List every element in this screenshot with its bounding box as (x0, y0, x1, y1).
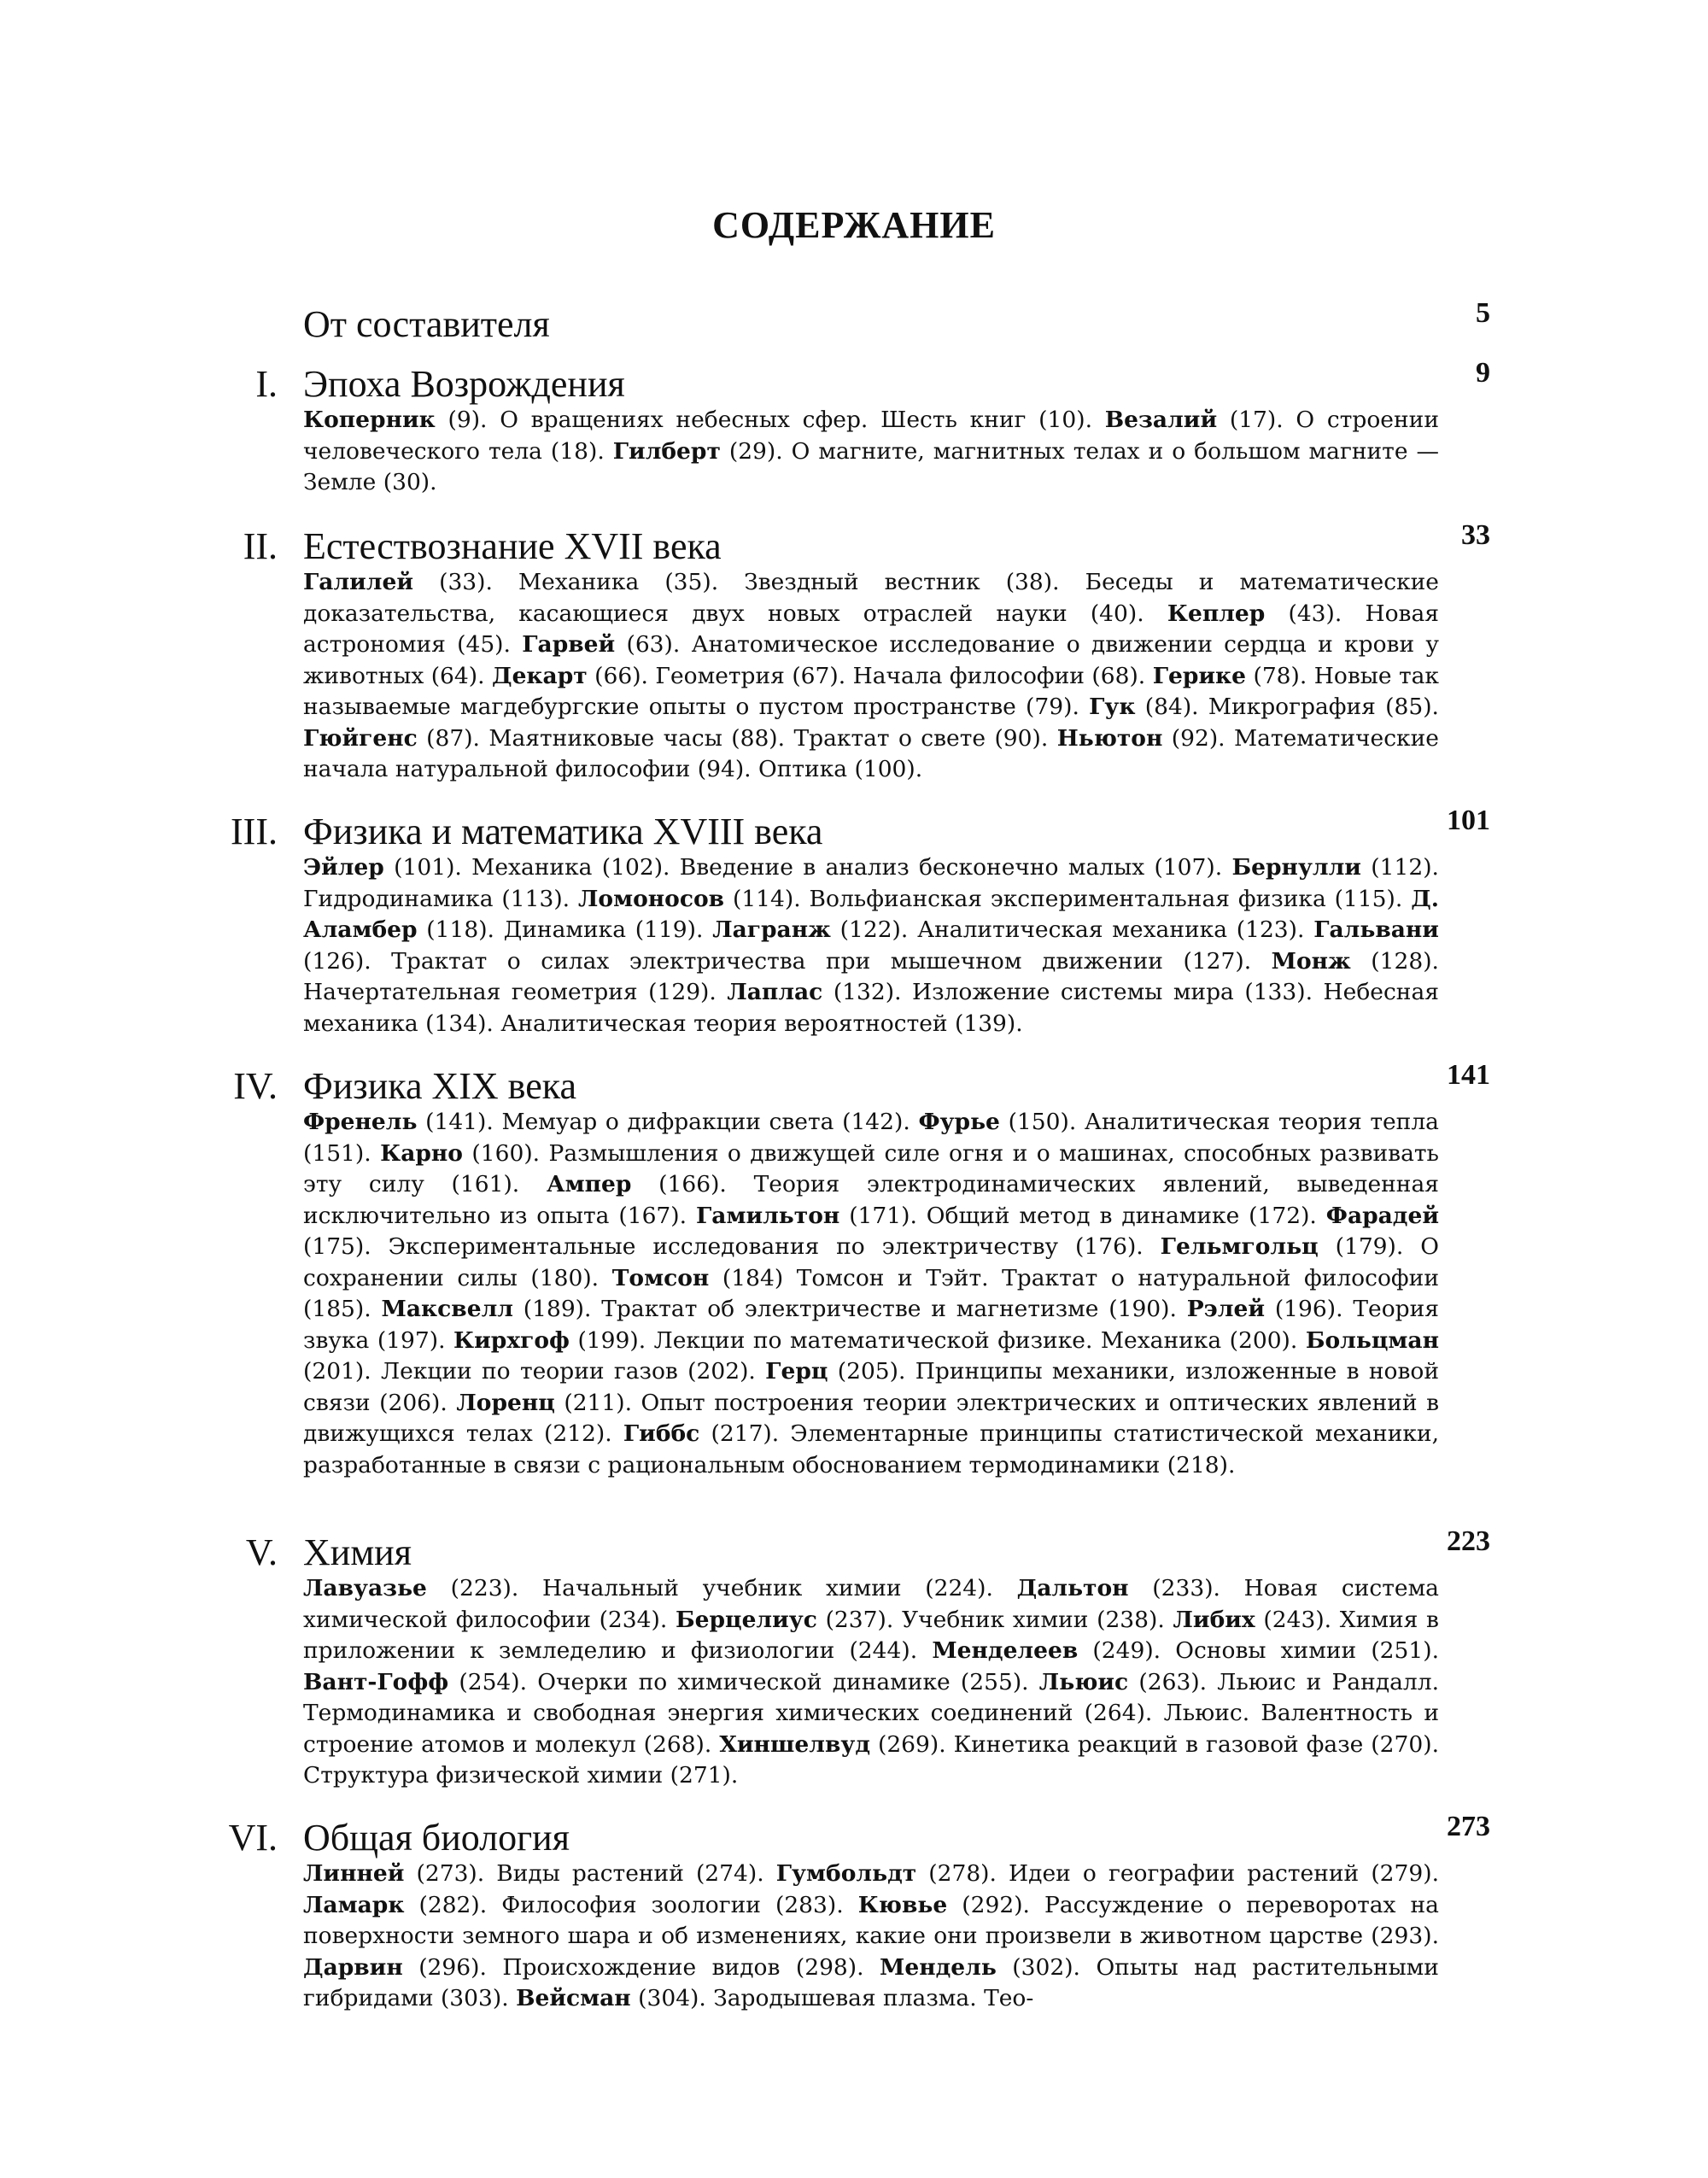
author-name: Герц (765, 1358, 828, 1385)
entry-text: (273). Виды растений (274). (416, 1860, 764, 1887)
author-name: Монж (1271, 947, 1351, 975)
author-name: Лагранж (712, 916, 831, 943)
chapter-numeral: V. (245, 1531, 278, 1573)
author-name: Лоренц (456, 1389, 555, 1416)
entry-text: (175). Экспериментальные исследования по электричеству (176). (303, 1233, 1144, 1260)
entry-text: (17). О строении человеческого тела (18). (303, 407, 1439, 465)
author-name: Хиншелвуд (719, 1730, 870, 1758)
entry-text: (114). Вольфианская экспериментальная физика (115). (732, 885, 1403, 912)
preface-title: От составителя (303, 303, 550, 345)
author-name: Ампер (547, 1171, 632, 1197)
author-name: Френель (303, 1109, 418, 1135)
toc-chapter-1 (0, 357, 1708, 412)
author-name: Кирхгоф (453, 1326, 570, 1354)
chapter-page: 101 (1447, 805, 1490, 836)
chapter-page: 9 (1476, 357, 1490, 389)
toc-chapter-5 (0, 1525, 1708, 1580)
chapter-page: 223 (1447, 1525, 1490, 1557)
author-name: Фарадей (1325, 1202, 1439, 1229)
entry-text: (243). Химия в приложении к земледелию и физиологии (244). (303, 1606, 1439, 1664)
entry-text: (263). Льюис и Рандалл. Термодинамика и свободная энергия химических соединений (264). Льюис. Валентность и строение атомов и молекул (268). (303, 1668, 1439, 1758)
author-name: Галилей (303, 569, 414, 595)
author-name: Гамильтон (695, 1202, 840, 1229)
author-name: Гарвей (522, 631, 616, 658)
chapter-numeral: III. (231, 811, 278, 852)
entry-text: (282). Философия зоологии (283). (418, 1891, 844, 1918)
author-name: Гальвани (1313, 916, 1439, 943)
entry-text: (304). Зародышевая плазма. Тео- (638, 1985, 1034, 2011)
entry-text: (201). Лекции по теории газов (202). (303, 1358, 756, 1385)
entry-text: (166). Теория электродинамических явлений, выведенная исключительно из опыта (167). (303, 1171, 1439, 1229)
chapter-title: Физика XIX века (303, 1065, 576, 1107)
chapter-title: Физика и математика XVIII века (303, 811, 823, 852)
chapter-entries (303, 1573, 1439, 1792)
author-name: Ломоносов (577, 885, 725, 912)
entry-text: (87). Маятниковые часы (88). Трактат о свете (90). (426, 724, 1049, 752)
author-name: Мендель (880, 1953, 997, 1981)
author-name: Томсон (611, 1264, 710, 1291)
entry-text: (233). Новая система химической философии (234). (303, 1575, 1439, 1633)
chapter-numeral: I. (255, 363, 278, 405)
entry-text: (78). Новые так называемые магдебургские опыты о пустом пространстве (79). (303, 662, 1439, 720)
chapter-page: 33 (1461, 519, 1490, 551)
author-name: Лавуазье (303, 1575, 427, 1601)
chapter-entries (303, 567, 1439, 786)
author-name: Вейсман (516, 1985, 631, 2011)
author-name: Берцелиус (675, 1606, 817, 1633)
entry-text: (160). Размышления о движущей силе огня и о машинах, способных развивать эту силу (161). (303, 1139, 1439, 1197)
toc-chapter-6 (0, 1811, 1708, 1865)
toc-chapter-2 (0, 519, 1708, 574)
author-name: Линней (303, 1860, 405, 1887)
chapter-page: 273 (1447, 1811, 1490, 1842)
entry-text: (269). Кинетика реакций в газовой фазе (270). Структура физической химии (271). (303, 1730, 1439, 1789)
entry-text: (29). О магните, магнитных телах и о большом магните — Земле (30). (303, 437, 1439, 495)
author-name: Ламарк (303, 1891, 405, 1918)
chapter-numeral: II. (243, 525, 278, 567)
author-name: Бернулли (1231, 854, 1361, 881)
chapter-title: Химия (303, 1531, 412, 1573)
entry-text: (302). Опыты над растительными гибридами (303). (303, 1953, 1439, 2011)
author-name: Дарвин (303, 1953, 403, 1981)
entry-text: (132). Изложение системы мира (133). Небесная механика (134). Аналитическая теория вероятностей (139). (303, 979, 1439, 1037)
author-name: Ньютон (1056, 724, 1163, 752)
entry-text: (223). Начальный учебник химии (224). (450, 1575, 993, 1601)
entry-text: (33). Механика (35). Звездный вестник (38). Беседы и математические доказательства, касающиеся двух новых отраслей науки (40). (303, 569, 1439, 627)
toc-chapter-4 (0, 1059, 1708, 1114)
entry-text: (179). О сохранении силы (180). (303, 1233, 1439, 1291)
chapter-title: Естествознание XVII века (303, 525, 722, 567)
author-name: Эйлер (303, 854, 384, 881)
author-name: Герике (1152, 662, 1247, 689)
author-name: Кеплер (1167, 600, 1266, 627)
author-name: Менделеев (932, 1637, 1079, 1664)
author-name: Вант-Гофф (303, 1668, 449, 1695)
entry-text: (66). Геометрия (67). Начала философии (68). (594, 662, 1146, 689)
chapter-title: Общая биология (303, 1817, 570, 1859)
chapter-numeral: IV. (233, 1065, 278, 1107)
entry-text: (254). Очерки по химической динамике (255). (459, 1668, 1029, 1695)
entry-text: (278). Идеи о географии растений (279). (928, 1860, 1439, 1887)
chapter-entries (303, 405, 1439, 499)
entry-text: (63). Анатомическое исследование о движении сердца и крови у животных (64). (303, 631, 1439, 689)
entry-text: (292). Рассуждение о переворотах на поверхности земного шара и об изменениях, какие они произвели в животном царстве (293). (303, 1891, 1439, 1949)
entry-text: (43). Новая астрономия (45). (303, 600, 1439, 658)
entry-text: (122). Аналитическая механика (123). (839, 916, 1305, 943)
chapter-entries (303, 1859, 1439, 2015)
author-name: Гельмгольц (1160, 1233, 1319, 1260)
entry-text: (128). Начертательная геометрия (129). (303, 947, 1439, 1005)
chapter-entries (303, 852, 1439, 1039)
entry-text: (184) Томсон и Тэйт. Трактат о натуральной философии (185). (303, 1264, 1440, 1322)
toc-chapter-3 (0, 805, 1708, 859)
author-name: Гумбольдт (775, 1860, 917, 1887)
author-name: Дальтон (1016, 1575, 1129, 1601)
author-name: Гиббс (623, 1420, 700, 1447)
author-name: Лаплас (727, 979, 823, 1005)
author-name: Гилберт (612, 437, 721, 465)
entry-text: (237). Учебник химии (238). (825, 1606, 1165, 1633)
preface-page: 5 (1476, 297, 1490, 329)
author-name: Декарт (492, 662, 588, 689)
chapter-page: 141 (1447, 1059, 1490, 1091)
author-name: Фурье (918, 1109, 1000, 1135)
chapter-title: Эпоха Возрождения (303, 363, 625, 405)
entry-text: (196). Теория звука (197). (303, 1296, 1439, 1354)
chapter-numeral: VI. (228, 1817, 278, 1859)
entry-text: (171). Общий метод в динамике (172). (849, 1202, 1317, 1229)
toc-preface (0, 297, 1708, 352)
entry-text: (141). Мемуар о дифракции света (142). (425, 1109, 910, 1135)
author-name: Больцман (1305, 1326, 1439, 1354)
entry-text: (296). Происхождение видов (298). (418, 1953, 864, 1981)
author-name: Льюис (1038, 1668, 1129, 1695)
entry-text: (92). Математические начала натуральной философии (94). Оптика (100). (303, 724, 1439, 782)
author-name: Коперник (303, 407, 436, 433)
entry-text: (84). Микрография (85). (1144, 694, 1439, 720)
entry-text: (112). Гидродинамика (113). (303, 854, 1439, 912)
author-name: Максвелл (381, 1296, 513, 1322)
entry-text: (249). Основы химии (251). (1092, 1637, 1440, 1664)
page-title: СОДЕРЖАНИЕ (712, 204, 996, 246)
chapter-entries (303, 1107, 1439, 1481)
author-name: Либих (1173, 1606, 1255, 1633)
author-name: Д. Аламбер (303, 885, 1439, 943)
entry-text: (217). Элементарные принципы статистической механики, разработанные в связи с рациональным обоснованием термодинамики (218). (303, 1420, 1440, 1478)
author-name: Везалий (1104, 407, 1218, 433)
entry-text: (126). Трактат о силах электричества при мышечном движении (127). (303, 947, 1252, 975)
entry-text: (199). Лекции по математической физике. Механика (200). (577, 1326, 1298, 1354)
entry-text: (205). Принципы механики, изложенные в новой связи (206). (303, 1358, 1439, 1416)
entry-text: (118). Динамика (119). (426, 916, 704, 943)
author-name: Гук (1089, 694, 1136, 720)
entry-text: (150). Аналитическая теория тепла (151). (303, 1109, 1439, 1167)
author-name: Гюйгенс (303, 724, 418, 752)
entry-text: (211). Опыт построения теории электрических и оптических явлений в движущихся телах (212). (303, 1389, 1439, 1447)
entry-text: (101). Механика (102). Введение в анализ бесконечно малых (107). (394, 854, 1223, 881)
entry-text: (189). Трактат об электричестве и магнетизме (190). (523, 1296, 1177, 1322)
author-name: Кювье (857, 1891, 948, 1918)
author-name: Карно (380, 1139, 463, 1167)
author-name: Рэлей (1186, 1296, 1266, 1322)
entry-text: (9). О вращениях небесных сфер. Шесть книг (10). (447, 407, 1093, 433)
